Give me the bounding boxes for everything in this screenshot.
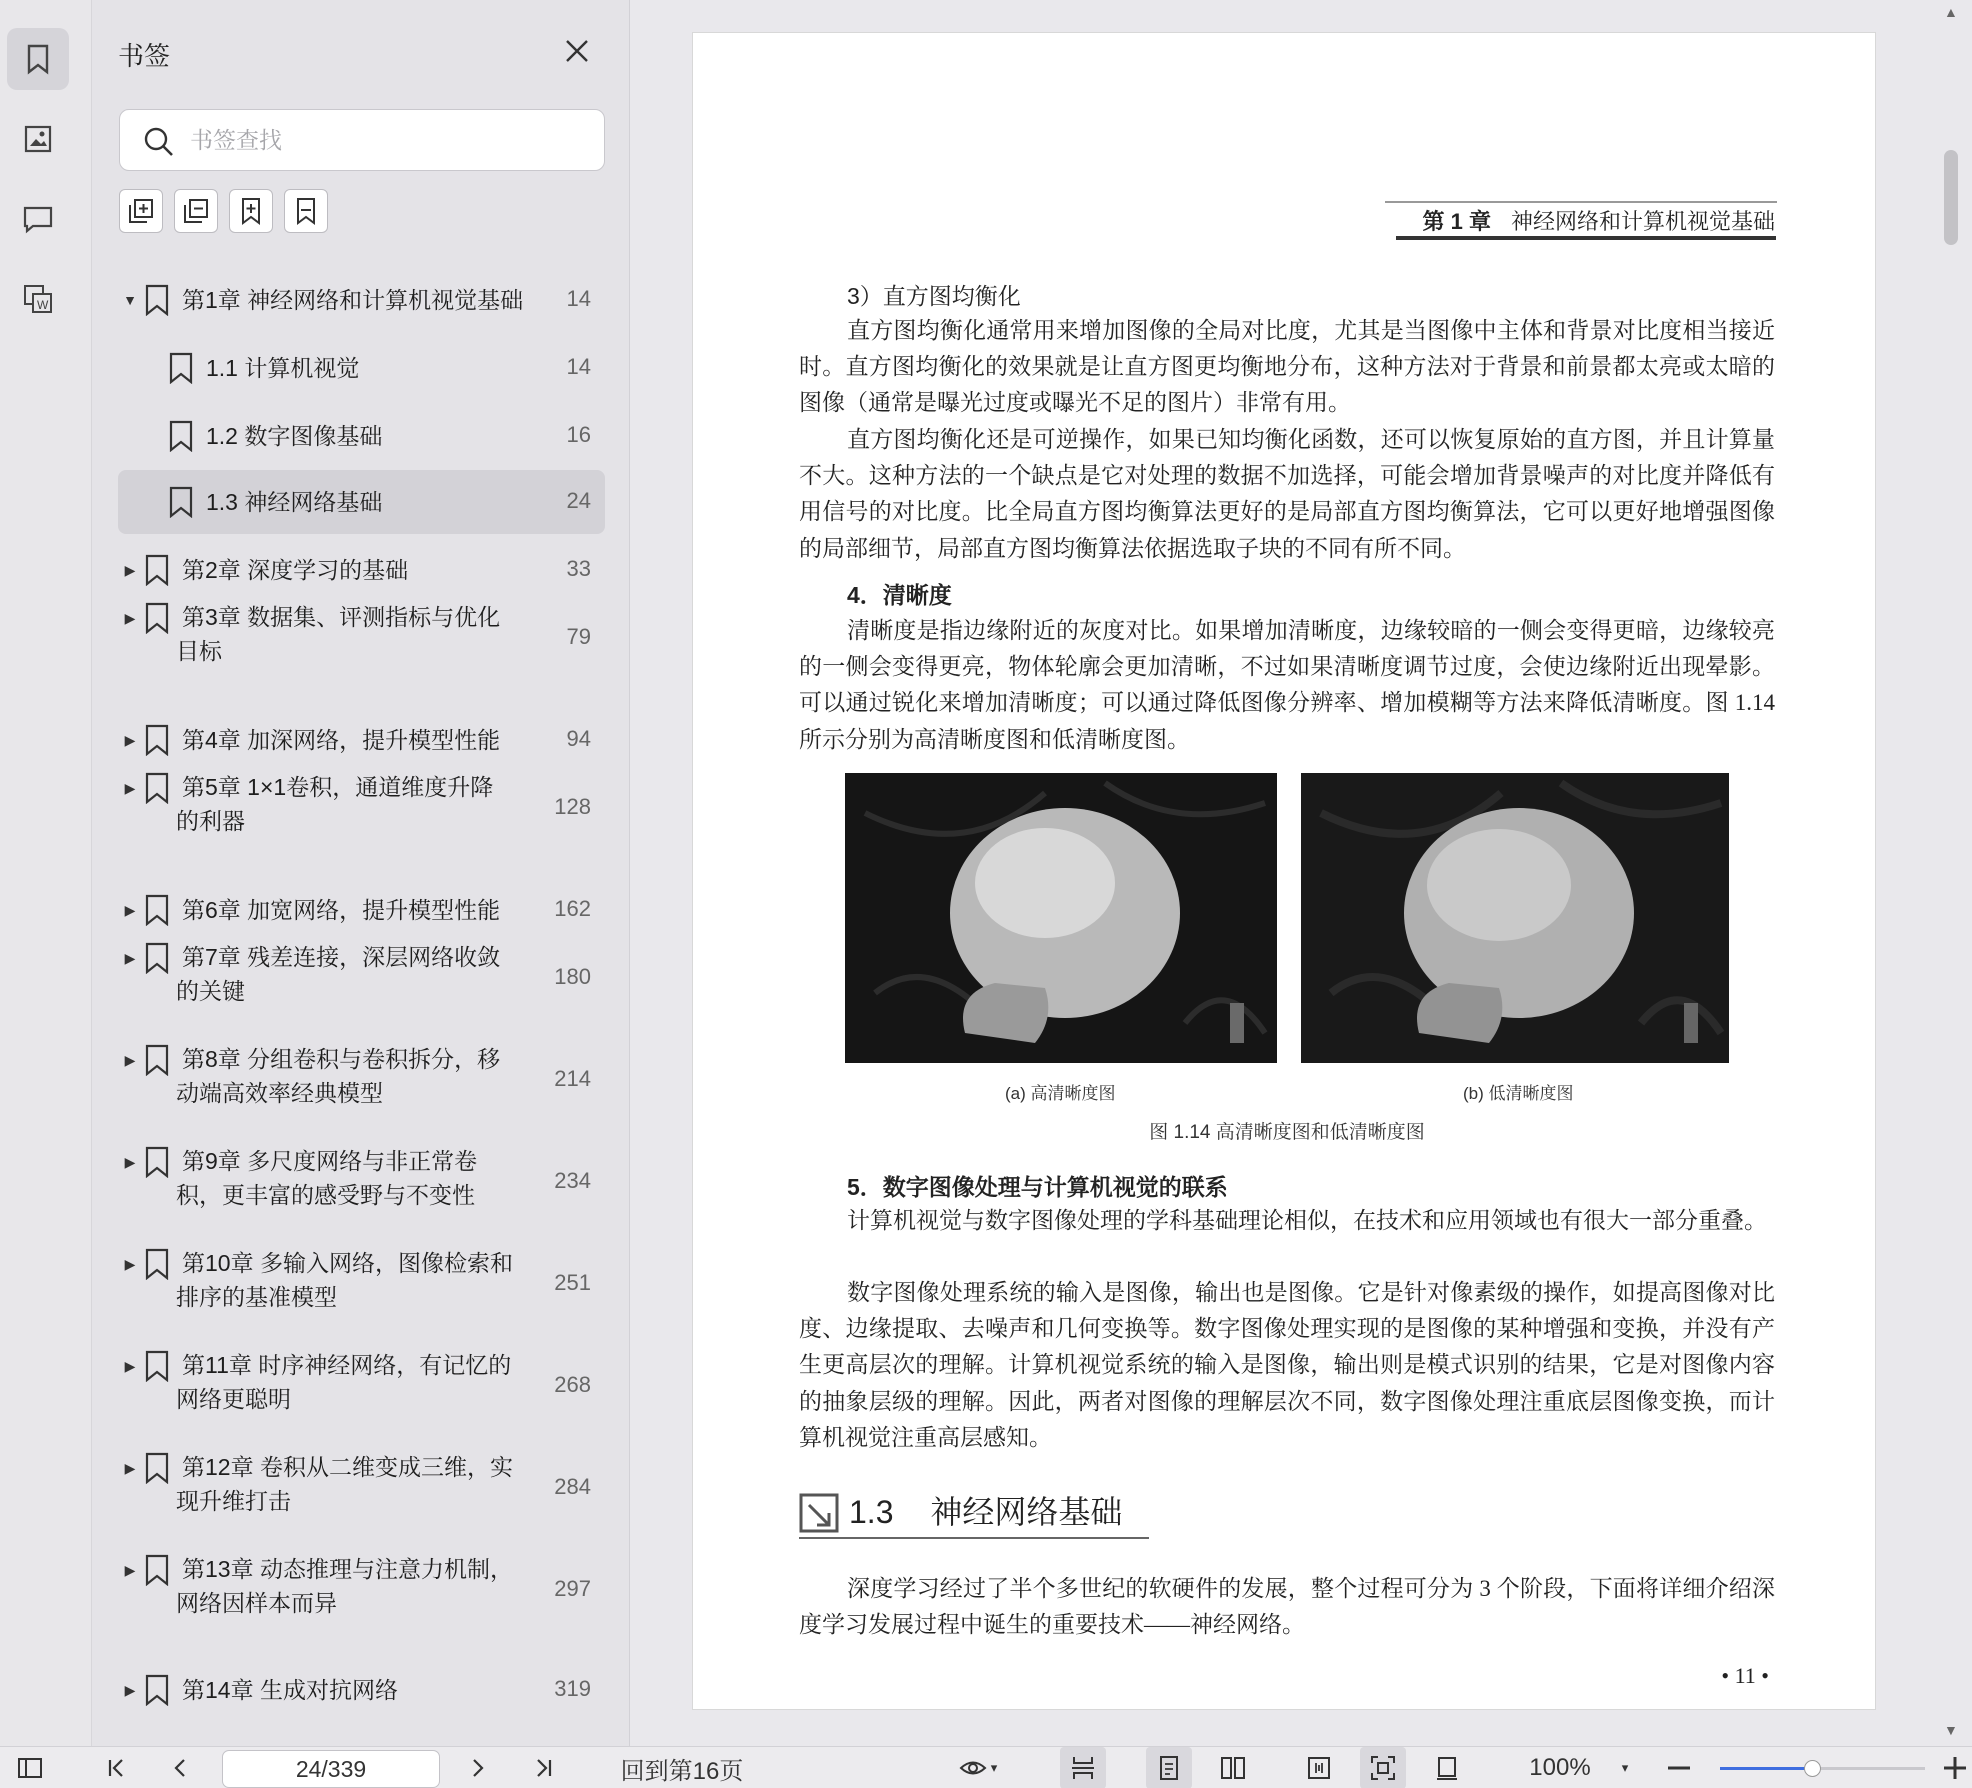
- bookmark-page-number: 128: [554, 794, 591, 819]
- bookmark-row[interactable]: [118, 1234, 605, 1334]
- single-page-icon: [1155, 1754, 1183, 1782]
- figure-high-image: [845, 773, 1277, 1063]
- bookmark-page-number: 14: [566, 354, 591, 379]
- bookmark-icon: [144, 772, 170, 804]
- zoom-slider-fill: [1720, 1767, 1812, 1770]
- expand-arrow-icon[interactable]: ▶: [124, 1256, 136, 1272]
- bookmark-page-number: 162: [554, 896, 591, 921]
- bookmark-icon: [144, 1554, 170, 1586]
- sidebar-rail: [0, 0, 92, 1746]
- bookmark-panel: [92, 0, 630, 1746]
- bookmark-label: 1.3 神经网络基础: [206, 489, 383, 515]
- bookmark-panel-button[interactable]: [7, 28, 69, 90]
- figure-title: 图 1.14 高清晰度图和低清晰度图: [1149, 1122, 1425, 1143]
- expand-arrow-icon[interactable]: ▶: [124, 1682, 136, 1698]
- bookmark-row[interactable]: [118, 1438, 605, 1538]
- bookmark-page-number: 268: [554, 1372, 591, 1397]
- subheading-relation: 5．数字图像处理与计算机视觉的联系: [847, 1174, 1228, 1200]
- figure-low-image: [1301, 773, 1729, 1063]
- expand-arrow-icon[interactable]: ▶: [124, 1154, 136, 1170]
- two-page-icon: [1219, 1754, 1247, 1782]
- previous-page-button[interactable]: [160, 1747, 200, 1788]
- page-number: • 11 •: [1721, 1663, 1769, 1688]
- bookmark-label: 第14章 生成对抗网络: [182, 1677, 398, 1703]
- panel-title: 书签: [118, 41, 171, 71]
- paragraph-5: 数字图像处理系统的输入是图像，输出也是图像。它是针对像素级的操作，如提高图像对比度、边缘提取、去噪声和几何变换等。数字图像处理实现的是图像的某种增强和变换，并没有产生更高层次的理解。计算机视觉系统的输入是图像，输出则是模式识别的结果，它是对图像内容的抽象层级的理解。因此，两者对图像的理解层次不同，数字图像处理注重底层图像变换，而计算机视觉注重高层感知。: [799, 1280, 1775, 1450]
- bookmark-icon: [144, 1146, 170, 1178]
- zoom-dropdown-chevron-icon[interactable]: ▾: [1621, 1760, 1629, 1775]
- expand-arrow-icon[interactable]: ▶: [124, 902, 136, 918]
- bookmark-page-number: 234: [554, 1168, 591, 1193]
- bookmark-label: 第12章 卷积从二维变成三维，实现升维打击: [176, 1454, 513, 1514]
- running-header: [1395, 205, 1775, 236]
- collapse-arrow-icon[interactable]: ▼: [123, 292, 137, 308]
- vertical-scrollbar[interactable]: [1944, 150, 1958, 245]
- bookmark-row[interactable]: [118, 758, 605, 858]
- zoom-level: 100%: [1529, 1754, 1591, 1781]
- chevron-left-icon: [166, 1754, 194, 1782]
- bookmark-row[interactable]: [118, 266, 605, 334]
- bookmark-page-number: 16: [566, 422, 591, 447]
- bottom-toolbar: [0, 1746, 1972, 1788]
- read-mode-button[interactable]: [948, 1747, 1008, 1788]
- minus-icon: [1665, 1754, 1693, 1782]
- header-rule-thin: [1385, 201, 1777, 203]
- bookmark-label: 第5章 1×1卷积，通道维度升降的利器: [176, 774, 494, 834]
- bookmark-icon: [168, 420, 194, 452]
- expand-arrow-icon[interactable]: ▶: [124, 1052, 136, 1068]
- expand-arrow-icon[interactable]: ▶: [124, 780, 136, 796]
- bookmark-label: 第6章 加宽网络，提升模型性能: [182, 897, 501, 923]
- bookmark-page-number: 33: [566, 556, 591, 581]
- bookmark-page-number: 94: [566, 726, 591, 751]
- section-marker-icon: [799, 1493, 839, 1533]
- section-title: 神经网络基础: [930, 1494, 1123, 1530]
- bookmark-icon: [21, 42, 55, 76]
- continuous-scroll-button[interactable]: [1060, 1747, 1106, 1788]
- fit-page-button[interactable]: [1360, 1747, 1406, 1788]
- fit-width-button[interactable]: [1296, 1747, 1342, 1788]
- two-page-button[interactable]: [1210, 1747, 1256, 1788]
- bookmark-label: 第1章 神经网络和计算机视觉基础: [182, 287, 524, 313]
- bookmark-icon: [144, 1350, 170, 1382]
- collapse-all-button[interactable]: [174, 189, 218, 233]
- bookmark-page-number: 214: [554, 1066, 591, 1091]
- add-bookmark-icon: [236, 196, 266, 226]
- expand-arrow-icon[interactable]: ▶: [124, 1358, 136, 1374]
- eye-icon: [959, 1754, 987, 1782]
- header-rule: [1396, 236, 1776, 240]
- bookmark-page-number: 24: [566, 488, 591, 513]
- bookmark-ribbon-button[interactable]: [284, 189, 328, 233]
- bookmark-page-number: 297: [554, 1576, 591, 1601]
- bookmark-label: 第10章 多输入网络，图像检索和排序的基准模型: [176, 1250, 513, 1310]
- bookmark-icon: [144, 554, 170, 586]
- bookmark-icon: [144, 942, 170, 974]
- collapse-all-icon: [181, 196, 211, 226]
- paragraph-4: 计算机视觉与数字图像处理的学科基础理论相似，在技术和应用领域也有很大一部分重叠。: [847, 1208, 1767, 1233]
- scroll-down-arrow[interactable]: ▼: [1944, 1722, 1958, 1738]
- bookmark-label: 第13章 动态推理与注意力机制，网络因样本而异: [176, 1556, 513, 1616]
- continuous-scroll-icon: [1069, 1754, 1097, 1782]
- rotate-page-button[interactable]: [1424, 1747, 1470, 1788]
- bookmark-icon: [144, 602, 170, 634]
- section-heading: [849, 1487, 1122, 1533]
- bookmark-row[interactable]: [118, 402, 605, 470]
- bookmark-row[interactable]: [118, 588, 605, 688]
- paragraph-1: 直方图均衡化通常用来增加图像的全局对比度，尤其是当图像中主体和背景对比度相当接近时。直方图均衡化的效果就是让直方图更均衡地分布，这种方法对于背景和前景都太亮或太暗的图像（通常是曝光过度或曝光不足的图片）非常有用。: [799, 318, 1775, 416]
- bookmark-label: 第7章 残差连接，深层网络收敛的关键: [176, 944, 501, 1004]
- close-icon: [562, 36, 592, 66]
- chevron-right-icon: [464, 1754, 492, 1782]
- paragraph-2: 直方图均衡化还是可逆操作，如果已知均衡化函数，还可以恢复原始的直方图，并且计算量不大。这种方法的一个缺点是它对处理的数据不加选择，可能会增加背景噪声的对比度并降低有用信号的对比度。比全局直方图均衡算法更好的是局部直方图均衡算法，它可以更好地增强图像的局部细节，局部直方图均衡算法依据选取子块的不同有所不同。: [799, 427, 1775, 561]
- bookmark-icon: [144, 1044, 170, 1076]
- bookmark-page-number: 180: [554, 964, 591, 989]
- plus-icon: [1941, 1754, 1969, 1782]
- bookmark-icon: [144, 724, 170, 756]
- single-page-button[interactable]: [1146, 1747, 1192, 1788]
- bookmark-search[interactable]: [119, 109, 605, 171]
- fit-page-icon: [1369, 1754, 1397, 1782]
- bookmark-page-number: 79: [566, 624, 591, 649]
- page-number-input[interactable]: [222, 1750, 440, 1788]
- paragraph-6: 深度学习经过了半个多世纪的软硬件的发展，整个过程可分为 3 个阶段，下面将详细介绍深度学习发展过程中诞生的重要技术——神经网络。: [799, 1576, 1775, 1638]
- bookmark-row[interactable]: [118, 334, 605, 402]
- add-bookmark-button[interactable]: [229, 189, 273, 233]
- last-page-icon: [530, 1754, 558, 1782]
- first-page-button[interactable]: [96, 1747, 136, 1788]
- bookmark-icon: [144, 894, 170, 926]
- zoom-in-button[interactable]: [1940, 1747, 1970, 1788]
- bookmark-row[interactable]: [118, 470, 605, 534]
- zoom-slider-handle[interactable]: [1804, 1760, 1821, 1777]
- zoom-out-button[interactable]: [1664, 1747, 1694, 1788]
- chevron-down-icon: ▾: [990, 1760, 998, 1775]
- toggle-sidebar-button[interactable]: [10, 1747, 50, 1788]
- sidebar-toggle-icon: [16, 1754, 44, 1782]
- section-number: 1.3: [849, 1494, 894, 1530]
- fit-width-icon: [1305, 1754, 1333, 1782]
- bookmark-icon: [168, 352, 194, 384]
- bookmark-row[interactable]: [118, 1336, 605, 1436]
- last-page-button[interactable]: [524, 1747, 564, 1788]
- back-to-page-link[interactable]: 回到第16页: [620, 1757, 744, 1785]
- bookmark-row[interactable]: [118, 928, 605, 1028]
- bookmark-page-number: 319: [554, 1676, 591, 1701]
- section-underline: [799, 1537, 1149, 1539]
- bookmark-search-input[interactable]: [190, 120, 590, 160]
- bookmark-icon: [144, 1248, 170, 1280]
- paragraph-3: 清晰度是指边缘附近的灰度对比。如果增加清晰度，边缘较暗的一侧会变得更暗，边缘较亮的一侧会变得更亮，物体轮廓会更加清晰，不过如果清晰度调节过度，会使边缘附近出现晕影。可以通过锐化来增加清晰度；可以通过降低图像分辨率、增加模糊等方法来降低清晰度。图 1.14 所示分别为高清晰度图和低清晰度图。: [799, 618, 1775, 752]
- header-chapter: 第 1 章: [1422, 209, 1491, 234]
- header-title: 神经网络和计算机视觉基础: [1510, 209, 1775, 234]
- expand-arrow-icon[interactable]: ▶: [124, 950, 136, 966]
- rotate-icon: [1433, 1754, 1461, 1782]
- next-page-button[interactable]: [458, 1747, 498, 1788]
- expand-arrow-icon[interactable]: ▶: [124, 732, 136, 748]
- expand-all-icon: [126, 196, 156, 226]
- expand-all-button[interactable]: [119, 189, 163, 233]
- subheading-histogram: 3）直方图均衡化: [847, 283, 1021, 309]
- bookmark-label: 第8章 分组卷积与卷积拆分，移动端高效率经典模型: [176, 1046, 501, 1106]
- bookmark-page-number: 14: [566, 286, 591, 311]
- expand-arrow-icon[interactable]: ▶: [124, 1562, 136, 1578]
- zoom-slider[interactable]: [1720, 1767, 1925, 1770]
- bookmark-row[interactable]: [118, 1132, 605, 1232]
- comment-icon: [21, 202, 55, 236]
- bookmark-label: 1.1 计算机视觉: [206, 355, 360, 381]
- bookmark-row[interactable]: [118, 1656, 605, 1724]
- figure-caption-b: (b) 低清晰度图: [1463, 1084, 1574, 1103]
- bookmark-row[interactable]: [118, 1540, 605, 1640]
- bookmark-label: 1.2 数字图像基础: [206, 423, 383, 449]
- bookmark-row[interactable]: [118, 1030, 605, 1130]
- comment-panel-button[interactable]: [7, 188, 69, 250]
- figure-caption-a: (a) 高清晰度图: [1005, 1084, 1116, 1103]
- bookmark-label: 第3章 数据集、评测指标与优化目标: [176, 604, 501, 664]
- bookmark-icon: [144, 1674, 170, 1706]
- first-page-icon: [102, 1754, 130, 1782]
- convert-panel-button[interactable]: [7, 268, 69, 330]
- bookmark-icon: [144, 284, 170, 316]
- expand-arrow-icon[interactable]: ▶: [124, 610, 136, 626]
- bookmark-label: 第2章 深度学习的基础: [182, 557, 409, 583]
- subheading-sharpness: 4．清晰度: [847, 582, 952, 608]
- scroll-up-arrow[interactable]: ▲: [1944, 4, 1958, 20]
- bookmark-page-number: 251: [554, 1270, 591, 1295]
- bookmark-ribbon-icon: [291, 196, 321, 226]
- expand-arrow-icon[interactable]: ▶: [124, 562, 136, 578]
- word-convert-icon: [21, 282, 55, 316]
- document-page: [692, 32, 1876, 1710]
- svg-text:W: W: [37, 298, 49, 312]
- figure-low-sharpness: [1301, 773, 1729, 1063]
- zoom-level-select[interactable]: [1520, 1747, 1600, 1788]
- figure-high-sharpness: [845, 773, 1277, 1063]
- image-icon: [21, 122, 55, 156]
- close-panel-button[interactable]: [562, 36, 592, 66]
- bookmark-label: 第11章 时序神经网络，有记忆的网络更聪明: [176, 1352, 512, 1412]
- thumbnail-panel-button[interactable]: [7, 108, 69, 170]
- expand-arrow-icon[interactable]: ▶: [124, 1460, 136, 1476]
- bookmark-label: 第4章 加深网络，提升模型性能: [182, 727, 501, 753]
- bookmark-icon: [144, 1452, 170, 1484]
- bookmark-label: 第9章 多尺度网络与非正常卷积，更丰富的感受野与不变性: [176, 1148, 478, 1208]
- bookmark-icon: [168, 486, 194, 518]
- bookmark-page-number: 284: [554, 1474, 591, 1499]
- search-icon: [142, 125, 176, 159]
